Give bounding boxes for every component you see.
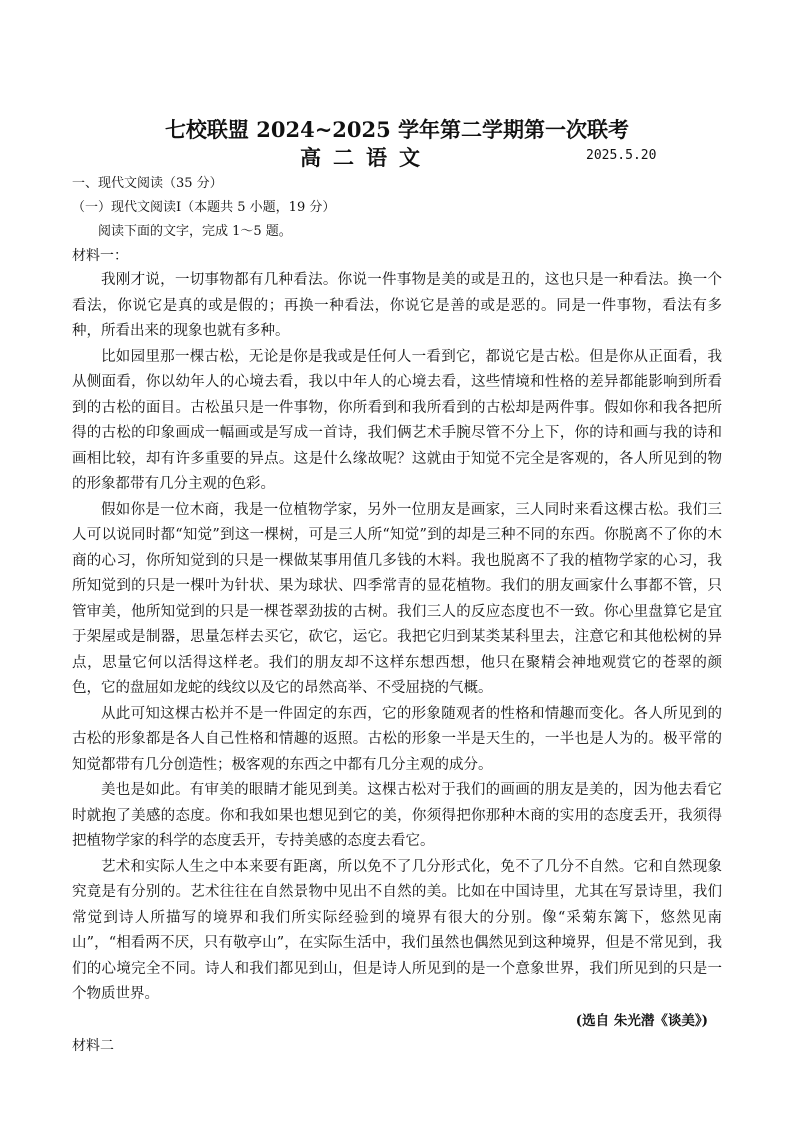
paragraph: 从此可知这棵古松并不是一件固定的东西，它的形象随观者的性格和情趣而变化。各人所见到的古松的形象都是各人自己性格和情趣的返照。古松的形象一半是天生的，一半也是人为的。极平常的知觉都带有几分创造性；极客观的东西之中都有几分主观的成分。 xyxy=(72,705,722,773)
material-one-label: 材料一： xyxy=(72,248,128,264)
material-two-label: 材料二 xyxy=(72,1037,114,1054)
instruction-text: 阅读下面的文字，完成 1～5 题。 xyxy=(98,224,292,239)
section-heading: 一、现代文阅读（35 分） xyxy=(72,176,223,191)
sub-section-heading: （一）现代文阅读Ⅰ（本题共 5 小题，19 分） xyxy=(72,200,336,215)
paragraph: 艺术和实际人生之中本来要有距离，所以免不了几分形式化，免不了几分不自然。它和自然现象究竟是有分别的。艺术往往在自然景物中见出不自然的美。比如在中国诗里，尤其在写景诗里，我们常觉到诗人所描写的境界和我们所实际经验到的境界有很大的分别。像“采菊东篱下，悠然见南山”，“相看两不厌，只有敬亭山”，在实际生活中，我们虽然也偶然见到这种境界，但是不常见到，我们的心境完全不同。诗人和我们都见到山，但是诗人所见到的是一个意象世界，我们所见到的只是一个物质世界。 xyxy=(72,858,722,1002)
exam-content xyxy=(72,172,722,1058)
paragraph: 比如园里那一棵古松，无论是你是我或是任何人一看到它，都说它是古松。但是你从正面看，我从侧面看，你以幼年人的心境去看，我以中年人的心境去看，这些情境和性格的差异都能影响到所看到的古松的面目。古松虽只是一件事物，你所看到和我所看到的古松却是两件事。假如你和我各把所得的古松的印象画成一幅画或是写成一首诗，我们俩艺术手腕尽管不分上下，你的诗和画与我的诗和画相比较，却有许多重要的异点。这是什么缘故呢？这就由于知觉不完全是客观的，各人所见到的物的形象都带有几分主观的色彩。 xyxy=(72,348,722,492)
exam-date: 2025.5.20 xyxy=(586,148,657,163)
source-citation: (选自 朱光潜《谈美》) xyxy=(575,1012,708,1029)
paragraph: 我刚才说，一切事物都有几种看法。你说一件事物是美的或是丑的，这也只是一种看法。换一个看法，你说它是真的或是假的；再换一种看法，你说它是善的或是恶的。同是一件事物，看法有多种，所看出来的现象也就有多种。 xyxy=(72,272,722,339)
paragraph: 美也是如此。有审美的眼睛才能见到美。这棵古松对于我们的画画的朋友是美的，因为他去看它时就抱了美感的态度。你和我如果也想见到它的美，你须得把你那种木商的实用的态度丢开，我须得把植物学家的科学的态度丢开，专持美感的态度去看它。 xyxy=(72,782,722,849)
exam-title: 七校联盟 2024~2025 学年第二学期第一次联考 xyxy=(164,117,630,142)
subject-title: 高二语文 xyxy=(300,145,432,170)
paragraph: 假如你是一位木商，我是一位植物学家，另外一位朋友是画家，三人同时来看这棵古松。我们三人可以说同时都“知觉”到这一棵树，可是三人所“知觉”到的却是三种不同的东西。你脱离不了你的木商的心习，你所知觉到的只是一棵做某事用值几多钱的木料。我也脱离不了我的植物学家的心习，我所知觉到的只是一棵叶为针状、果为球状、四季常青的显花植物。我们的朋友画家什么事都不管，只管审美，他所知觉到的只是一棵苍翠劲拔的古树。我们三人的反应态度也不一致。你心里盘算它是宜于架屋或是制器，思量怎样去买它，砍它，运它。我把它归到某类某科里去，注意它和其他松树的异点，思量它何以活得这样老。我们的朋友却不这样东想西想，他只在聚精会神地观赏它的苍翠的颜色，它的盘屈如龙蛇的线纹以及它的昂然高举、不受屈挠的气概。 xyxy=(72,501,722,696)
